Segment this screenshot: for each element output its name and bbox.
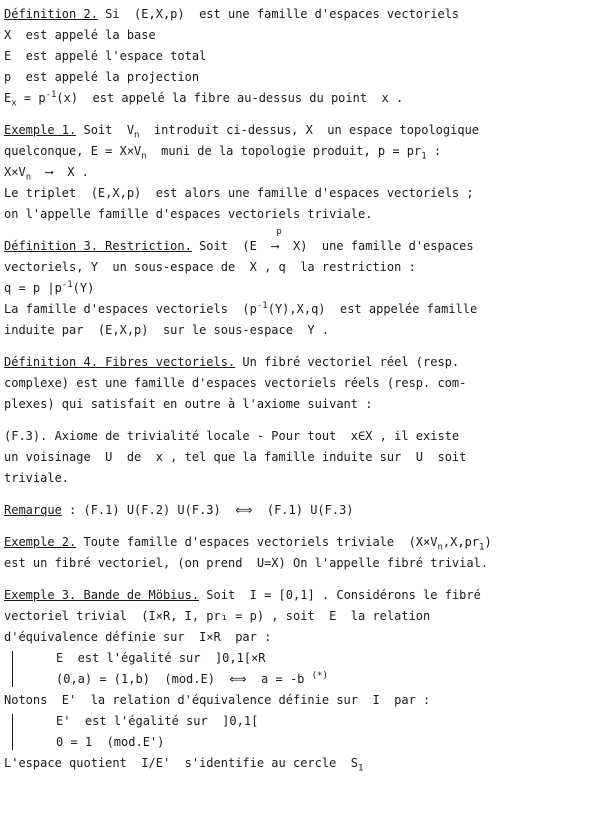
- axiom-line-3: triviale.: [4, 471, 70, 485]
- document-page: [4, 4, 598, 774]
- def2-line-2: X est appelé la base: [4, 28, 156, 42]
- remark-heading: Remarque: [4, 503, 62, 517]
- ex1-line-2: quelconque, $E = X\times V_n$ muni de la topologie produit, $p = pr_1$ :: [4, 144, 442, 162]
- axiom-line-1: (F.3). Axiome de trivialité locale - Pour tout x∈X , il existe: [4, 429, 460, 443]
- remark-line: Remarque : (F.1) U(F.2) U(F.3) ⟺ (F.1) U(F.3): [4, 503, 354, 517]
- axiom-line-2: un voisinage U de x , tel que la famille induite sur U soit: [4, 450, 467, 464]
- def2-line-3: E est appelé l'espace total: [4, 49, 207, 63]
- def3-line-4: La famille d'espaces vectoriels $(p^{-1}(Y),X,q)$ est appelée famille: [4, 301, 478, 316]
- relation-e-line-2: (0,a) = (1,b) (mod.E) ⟺ a = -b (*): [56, 671, 328, 686]
- def3-line-2: vectoriels, Y un sous-espace de X , q la restriction :: [4, 260, 416, 274]
- ex1-line-3: $X\times V_n$ ⟶ X .: [4, 165, 89, 183]
- ex1-line-1: Exemple 1. Soit $V_n$ introduit ci-dessus, X un espace topologique: [4, 123, 480, 141]
- ex3-line-5: L'espace quotient I/E' s'identifie au cercle $S_1$: [4, 756, 364, 774]
- ex3-line-3: d'équivalence définie sur I×R par :: [4, 630, 272, 644]
- def3-line-5: induite par (E,X,p) sur le sous-espace Y .: [4, 323, 330, 337]
- def3-heading: Définition 3. Restriction.: [4, 239, 192, 253]
- def3-line-3: q = p $|p^{-1}(Y)$: [4, 280, 95, 295]
- relation-e-block: [4, 648, 598, 690]
- def2-line-1: Définition 2. Si (E,X,p) est une famille d'espaces vectoriels: [4, 7, 460, 21]
- ex3-line-2: vectoriel trivial (I×R, I, pr₁ = p) , soit E la relation: [4, 609, 431, 623]
- ex3-line-4: Notons E' la relation d'équivalence définie sur I par :: [4, 693, 431, 707]
- def4-heading: Définition 4. Fibres vectoriels.: [4, 355, 236, 369]
- def4-line-2: complexe) est une famille d'espaces vectoriels réels (resp. com-: [4, 376, 467, 390]
- relation-e-prime-line-1: E' est l'égalité sur ]0,1[: [56, 714, 259, 728]
- ex1-line-4: Le triplet (E,X,p) est alors une famille d'espaces vectoriels ;: [4, 186, 474, 200]
- ex2-line-2: est un fibré vectoriel, (on prend U=X) On l'appelle fibré trivial.: [4, 556, 489, 570]
- relation-e-prime-line-2: 0 = 1 (mod.E'): [56, 735, 165, 749]
- relation-e-prime-block: [4, 711, 598, 753]
- def4-line-1: Définition 4. Fibres vectoriels. Un fibré vectoriel réel (resp.: [4, 355, 460, 369]
- ex1-line-5: on l'appelle famille d'espaces vectoriels triviale.: [4, 207, 373, 221]
- ex3-heading: Exemple 3. Bande de Möbius.: [4, 588, 200, 602]
- ex3-line-1: Exemple 3. Bande de Möbius. Soit I = [0,1] . Considérons le fibré: [4, 588, 481, 602]
- def2-line-5: $E_x = p^{-1}(x)$ est appelé la fibre au-dessus du point x .: [4, 90, 404, 109]
- relation-e-line-1: E est l'égalité sur ]0,1[×R: [56, 651, 266, 665]
- ex2-heading: Exemple 2.: [4, 535, 77, 549]
- labeled-arrow: p ⟶: [271, 227, 282, 253]
- def2-heading: Définition 2.: [4, 7, 98, 21]
- ex2-line-1: Exemple 2. Toute famille d'espaces vectoriels triviale $(X\times V_n,X,pr_1)$: [4, 535, 492, 553]
- ex1-heading: Exemple 1.: [4, 123, 77, 137]
- def4-line-3: plexes) qui satisfait en outre à l'axiome suivant :: [4, 397, 373, 411]
- def3-line-1: Définition 3. Restriction. Soit (E p ⟶ X) une famille d'espaces: [4, 236, 598, 257]
- def2-line-4: p est appelé la projection: [4, 70, 200, 84]
